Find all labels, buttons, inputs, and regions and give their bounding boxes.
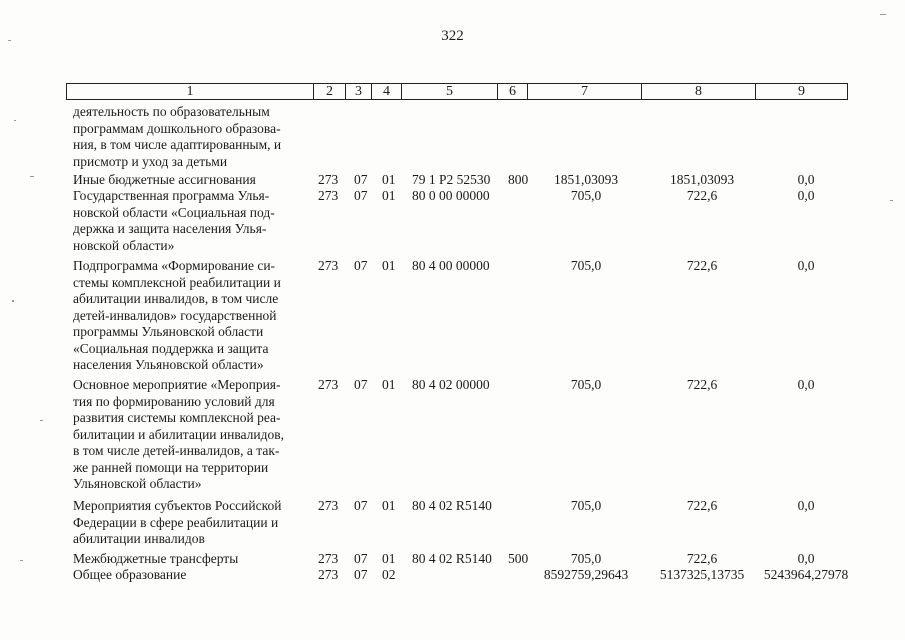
cell-col-9: 0,0 [797, 172, 815, 187]
cell-col-5: 80 4 02 R5140 [412, 551, 492, 566]
row-name-line: держка и защита населения Улья- [73, 221, 267, 236]
cell-col-8: 722,6 [686, 498, 718, 513]
row-name-line: Подпрограмма «Формирование си- [73, 258, 276, 273]
cell-col-6: 800 [508, 172, 529, 187]
cell-col-7: 1851,03093 [553, 172, 619, 187]
cell-col-5: 80 4 00 00000 [412, 258, 490, 273]
cell-col-8: 1851,03093 [669, 172, 735, 187]
row-name-line: Федерации в сфере реабилитации и [73, 514, 279, 530]
table-column-header [66, 83, 848, 100]
cell-col-2: 273 [318, 188, 339, 203]
column-header-2: 2 [313, 84, 345, 99]
column-header-8: 8 [641, 84, 755, 99]
cell-col-3: 07 [354, 498, 368, 513]
row-name [73, 188, 306, 254]
column-header-4: 4 [371, 84, 401, 99]
cell-col-4: 01 [382, 188, 396, 203]
row-name-line: детей-инвалидов» государственной [73, 307, 277, 323]
cell-col-5: 80 4 02 00000 [412, 377, 490, 392]
cell-col-5: 79 1 P2 52530 [412, 172, 491, 187]
row-name-line: Общее образование [73, 567, 187, 582]
scan-speck [12, 300, 14, 302]
cell-col-3: 07 [354, 258, 368, 273]
row-name-line: развития системы комплексной реа- [73, 410, 281, 425]
cell-col-2: 273 [318, 551, 339, 566]
cell-col-3: 07 [354, 377, 368, 392]
cell-col-7: 705,0 [570, 258, 602, 273]
cell-col-8: 722,6 [686, 188, 718, 203]
row-name [73, 567, 306, 584]
cell-col-9: 5243964,27978 [763, 567, 849, 582]
scan-speck [880, 14, 886, 15]
scan-speck [40, 420, 43, 421]
cell-col-8: 722,6 [686, 258, 718, 273]
cell-col-2: 273 [318, 377, 339, 392]
cell-col-2: 273 [318, 498, 339, 513]
cell-col-2: 273 [318, 258, 339, 273]
cell-col-4: 01 [382, 498, 396, 513]
cell-col-7: 705,0 [570, 188, 602, 203]
cell-col-9: 0,0 [797, 498, 815, 513]
row-name-line: Иные бюджетные ассигнования [73, 172, 256, 187]
cell-col-8: 722,6 [686, 551, 718, 566]
row-name-line: новской области «Социальная под- [73, 204, 275, 220]
row-name [73, 498, 306, 548]
column-header-9: 9 [755, 84, 847, 99]
scan-speck [20, 560, 23, 561]
row-name [73, 258, 306, 374]
column-header-3: 3 [345, 84, 371, 99]
row-name [73, 551, 306, 568]
cell-col-4: 01 [382, 258, 396, 273]
row-name-line: программы Ульяновской области [73, 324, 264, 339]
cell-col-7: 705,0 [570, 551, 602, 566]
row-name-line: ния, в том числе адаптированным, и [73, 137, 282, 152]
cell-col-3: 07 [354, 172, 368, 187]
row-name [73, 377, 306, 493]
row-name-line: абилитации инвалидов [73, 531, 205, 546]
cell-col-3: 07 [354, 188, 368, 203]
row-name [73, 104, 306, 170]
cell-col-2: 273 [318, 567, 339, 582]
row-name-line: «Социальная поддержка и защита [73, 340, 269, 356]
row-name-line: населения Ульяновской области» [73, 357, 264, 372]
cell-col-7: 705,0 [570, 498, 602, 513]
cell-col-4: 01 [382, 377, 396, 392]
scan-speck [8, 40, 11, 41]
cell-col-8: 5137325,13735 [659, 567, 745, 582]
row-name-line: билитации и абилитации инвалидов, [73, 426, 284, 442]
row-name-line: Основное мероприятие «Мероприя- [73, 377, 281, 392]
row-name-line: в том числе детей-инвалидов, а так- [73, 443, 280, 458]
row-name [73, 172, 306, 189]
cell-col-9: 0,0 [797, 258, 815, 273]
cell-col-9: 0,0 [797, 551, 815, 566]
cell-col-7: 8592759,29643 [543, 567, 629, 582]
row-name-line: Межбюджетные трансферты [73, 551, 239, 566]
column-header-7: 7 [527, 84, 641, 99]
cell-col-2: 273 [318, 172, 339, 187]
cell-col-4: 01 [382, 551, 396, 566]
cell-col-8: 722,6 [686, 377, 718, 392]
row-name-line: новской области» [73, 237, 175, 253]
row-name-line: тия по формированию условий для [73, 393, 275, 409]
cell-col-6: 500 [508, 551, 529, 566]
cell-col-5: 80 4 02 R5140 [412, 498, 492, 513]
column-header-1: 1 [186, 84, 194, 99]
row-name-line: же ранней помощи на территории [73, 459, 269, 475]
row-name-line: присмотр и уход за детьми [73, 153, 228, 169]
cell-col-4: 01 [382, 172, 396, 187]
cell-col-3: 07 [354, 551, 368, 566]
scan-speck [890, 200, 893, 201]
cell-col-9: 0,0 [797, 188, 815, 203]
row-name-line: абилитации инвалидов, в том числе [73, 291, 279, 306]
scan-speck [14, 120, 16, 121]
scan-speck [30, 176, 34, 177]
cell-col-3: 07 [354, 567, 368, 582]
column-header-6: 6 [497, 84, 527, 99]
row-name-line: Государственная программа Улья- [73, 188, 270, 203]
row-name-line: программам дошкольного образова- [73, 120, 281, 136]
column-header-5: 5 [401, 84, 497, 99]
row-name-line: Мероприятия субъектов Российской [73, 498, 282, 513]
row-name-line: Ульяновской области» [73, 476, 202, 491]
cell-col-9: 0,0 [797, 377, 815, 392]
page-number: 322 [441, 28, 464, 44]
cell-col-4: 02 [382, 567, 396, 582]
row-name-line: деятельность по образовательным [73, 104, 270, 119]
cell-col-7: 705,0 [570, 377, 602, 392]
row-name-line: стемы комплексной реабилитации и [73, 274, 281, 290]
cell-col-5: 80 0 00 00000 [412, 188, 490, 203]
